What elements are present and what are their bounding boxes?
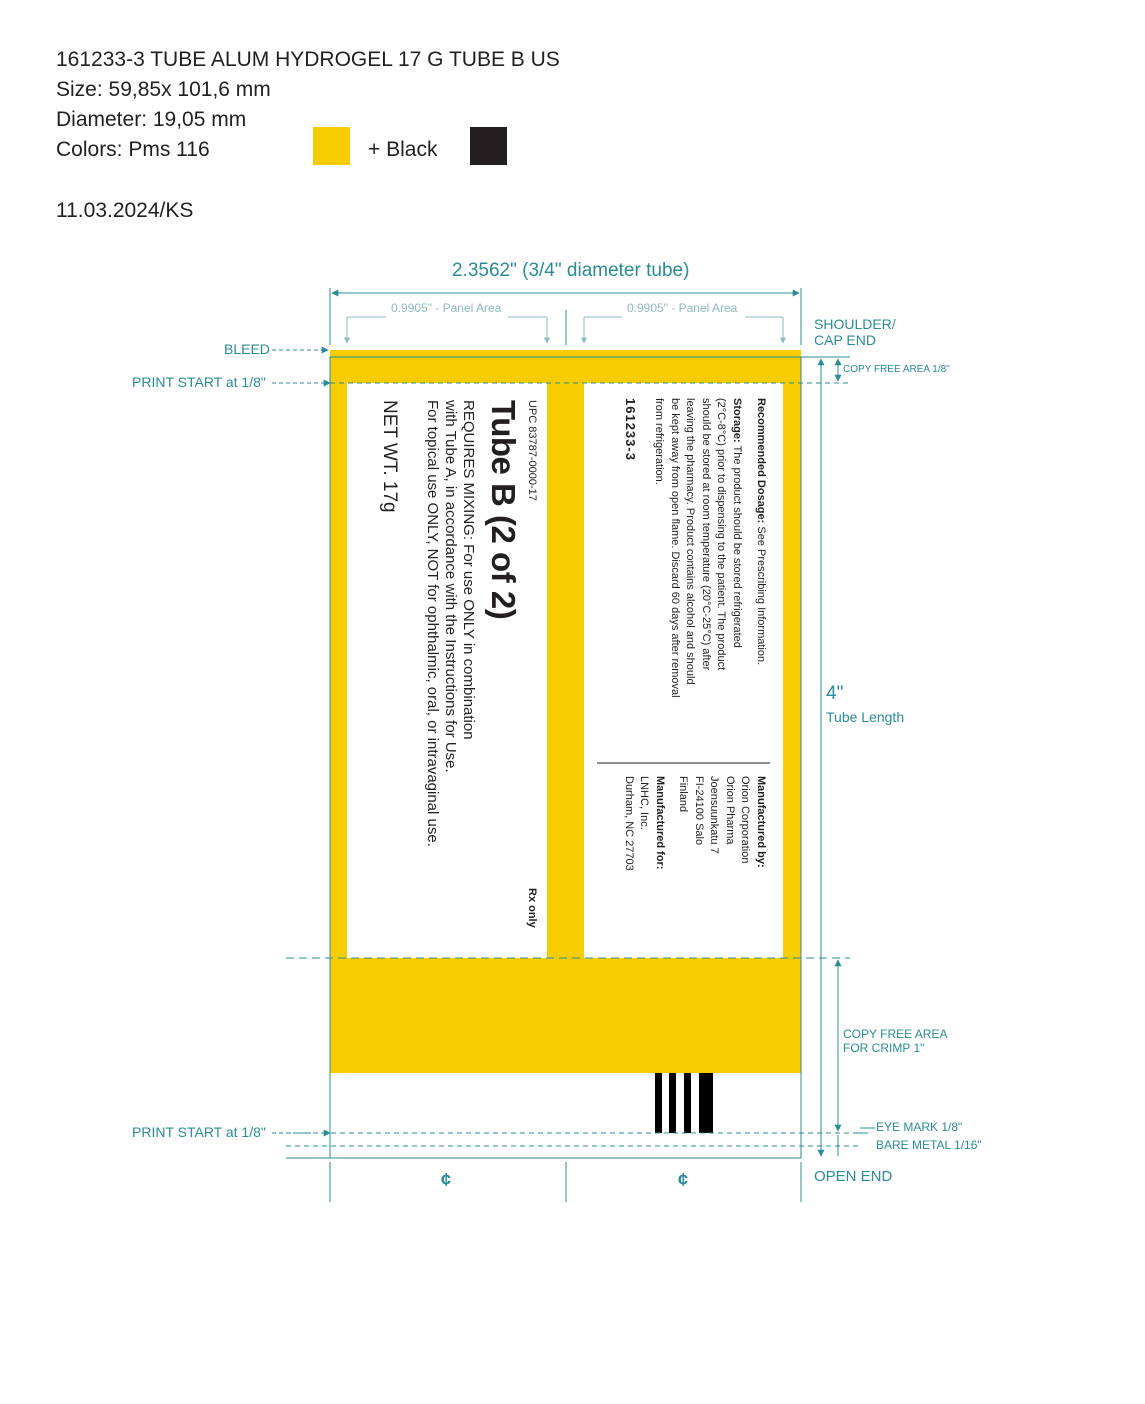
mfr-line-4: FI-24100 Salo — [693, 776, 705, 846]
mixing-line-1: REQUIRES MIXING: For use ONLY in combination — [460, 400, 477, 740]
mfr-line-1: Orion Corporation — [739, 776, 752, 864]
copy-free-crimp-label-2: FOR CRIMP 1" — [843, 1041, 925, 1055]
diameter-spec: Diameter: 19,05 mm — [56, 108, 247, 131]
tube-length-value: 4" — [826, 683, 844, 704]
storage-line-6: from refrigeration. — [653, 398, 666, 485]
right-panel-content — [578, 398, 768, 958]
revision-date: 11.03.2024/KS — [56, 199, 194, 222]
storage-line-2: (2°C-8°C) prior to dispensing to the patient. The product — [715, 398, 728, 671]
for-line-2: Durham, NC 27703 — [623, 776, 635, 871]
manufactured-for-heading: Manufactured for: — [654, 776, 666, 870]
black-color-label: + Black — [368, 138, 438, 161]
eye-mark-bars — [655, 1073, 713, 1133]
colors-spec: Colors: Pms 116 — [56, 138, 210, 161]
center-mark-left: ¢ — [441, 1170, 452, 1190]
net-weight: NET WT. 17g — [379, 400, 400, 513]
panel-area-left-label: 0.9905" - Panel Area — [391, 301, 502, 315]
tube-length-label: Tube Length — [826, 709, 905, 725]
mfr-line-2: Orion Pharma — [724, 776, 736, 845]
mfr-line-3: Joensuunkatu 7 — [708, 776, 721, 854]
product-code: 161233-3 — [623, 398, 638, 461]
copy-free-top-label: COPY FREE AREA 1/8" — [843, 364, 950, 375]
storage-line-4: leaving the pharmacy. Product contains alcohol and should — [684, 398, 697, 685]
print-start-bottom-label: PRINT START at 1/8" — [132, 1124, 266, 1140]
open-end-label: OPEN END — [814, 1168, 893, 1185]
panel-area-right-label: 0.9905" - Panel Area — [627, 301, 738, 315]
dosage-line: Recommended Dosage: See Prescribing Information. — [755, 398, 767, 666]
for-line-1: LNHC, Inc. — [638, 776, 651, 830]
storage-line-1: Storage: The product should be stored refrigerated — [731, 398, 743, 648]
width-dimension-label: 2.3562" (3/4" diameter tube) — [452, 260, 690, 281]
product-title: 161233-3 TUBE ALUM HYDROGEL 17 G TUBE B US — [56, 48, 560, 71]
storage-line-3: should be stored at room temperature (20°C-25°C) after — [700, 398, 712, 671]
topical-use-line: For topical use ONLY, NOT for ophthalmic, oral, or intravaginal use. — [424, 400, 441, 847]
eye-mark-label: EYE MARK 1/8" — [876, 1120, 963, 1134]
copy-free-crimp-label: COPY FREE AREA — [843, 1027, 948, 1041]
manufactured-by-heading: Manufactured by: — [755, 776, 767, 868]
bleed-label: BLEED — [224, 341, 270, 357]
storage-line-5: be kept away from open flame. Discard 60 days after removal — [669, 398, 681, 698]
left-panel-content — [348, 400, 538, 950]
product-name: Tube B (2 of 2) — [485, 400, 522, 620]
print-start-top-label: PRINT START at 1/8" — [132, 374, 266, 390]
mixing-line-2: with Tube A, in accordance with the Instructions for Use. — [442, 400, 459, 773]
upc-code: UPC 83787-0000-17 — [526, 400, 538, 501]
bare-metal-label: BARE METAL 1/16" — [876, 1138, 982, 1152]
shoulder-label: SHOULDER/ — [814, 316, 896, 332]
rx-only: Rx only — [526, 888, 538, 928]
mfr-line-5: Finland — [677, 776, 690, 813]
center-mark-right: ¢ — [678, 1170, 689, 1190]
cap-end-label: CAP END — [814, 332, 876, 348]
size-spec: Size: 59,85x 101,6 mm — [56, 78, 271, 101]
